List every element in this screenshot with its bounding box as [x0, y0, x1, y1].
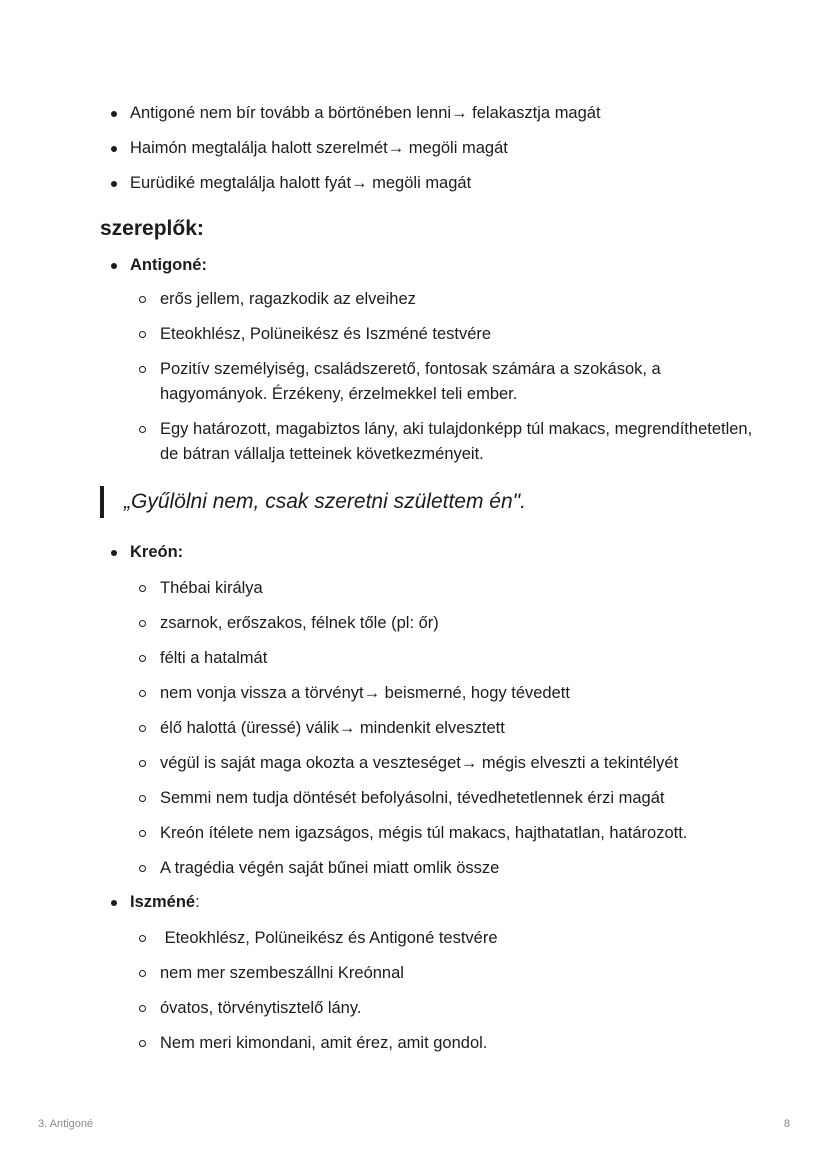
- list-item: A tragédia végén saját bűnei miatt omlik össze: [0, 856, 828, 881]
- list-item: Thébai királya: [0, 576, 828, 601]
- list-item: Semmi nem tudja döntését befolyásolni, tévedhetetlennek érzi magát: [0, 786, 828, 811]
- list-item: Egy határozott, magabiztos lány, aki tulajdonképp túl makacs, megrendíthetetlen, de bátran vállalja tetteinek következményeit.: [0, 417, 828, 467]
- antigone-list: [0, 253, 828, 278]
- list-item: végül is saját maga okozta a veszteséget→ mégis elveszti a tekintélyét: [0, 751, 828, 776]
- ismene-list: [0, 890, 828, 915]
- intro-bullet-list: [0, 101, 828, 196]
- list-item: Nem meri kimondani, amit érez, amit gondol.: [0, 1031, 828, 1056]
- character-label-antigone: Antigoné:: [0, 253, 828, 278]
- antigone-traits: [0, 287, 828, 467]
- character-label-ismene: [0, 890, 828, 915]
- list-item: nem vonja vissza a törvényt→ beismerné, hogy tévedett: [0, 681, 828, 706]
- list-item: Kreón ítélete nem igazságos, mégis túl makacs, hajthatatlan, határozott.: [0, 821, 828, 846]
- quote-block: „Gyűlölni nem, csak szeretni születtem én".: [100, 486, 526, 518]
- list-item: élő halottá (üressé) válik→ mindenkit elvesztett: [0, 716, 828, 741]
- list-item: Eteokhlész, Polüneikész és Antigoné testvére: [0, 926, 828, 951]
- list-item: Antigoné nem bír tovább a börtönében lenni→ felakasztja magát: [0, 101, 828, 126]
- character-name: Iszméné: [130, 893, 196, 911]
- ismene-traits: [0, 926, 828, 1056]
- list-item: Pozitív személyiség, családszerető, fontosak számára a szokások, a hagyományok. Érzékeny, érzelmekkel teli ember.: [0, 357, 828, 407]
- list-item: Eurüdiké megtalálja halott fyát→ megöli magát: [0, 171, 828, 196]
- footer-page-number: 8: [783, 1118, 790, 1130]
- list-item: erős jellem, ragazkodik az elveihez: [0, 287, 828, 312]
- list-item: félti a hatalmát: [0, 646, 828, 671]
- list-item: nem mer szembeszállni Kreónnal: [0, 961, 828, 986]
- kreon-traits: [0, 576, 828, 881]
- list-item: Haimón megtalálja halott szerelmét→ megöli magát: [0, 136, 828, 161]
- kreon-list: [0, 540, 828, 565]
- label-colon: :: [195, 893, 200, 911]
- footer-section-title: 3. Antigoné: [38, 1118, 94, 1130]
- list-item: Eteokhlész, Polüneikész és Iszméné testvére: [0, 322, 828, 347]
- list-item: zsarnok, erőszakos, félnek tőle (pl: őr): [0, 611, 828, 636]
- list-item: óvatos, törvénytisztelő lány.: [0, 996, 828, 1021]
- section-heading: szereplők:: [100, 217, 204, 240]
- character-label-kreon: Kreón:: [0, 540, 828, 565]
